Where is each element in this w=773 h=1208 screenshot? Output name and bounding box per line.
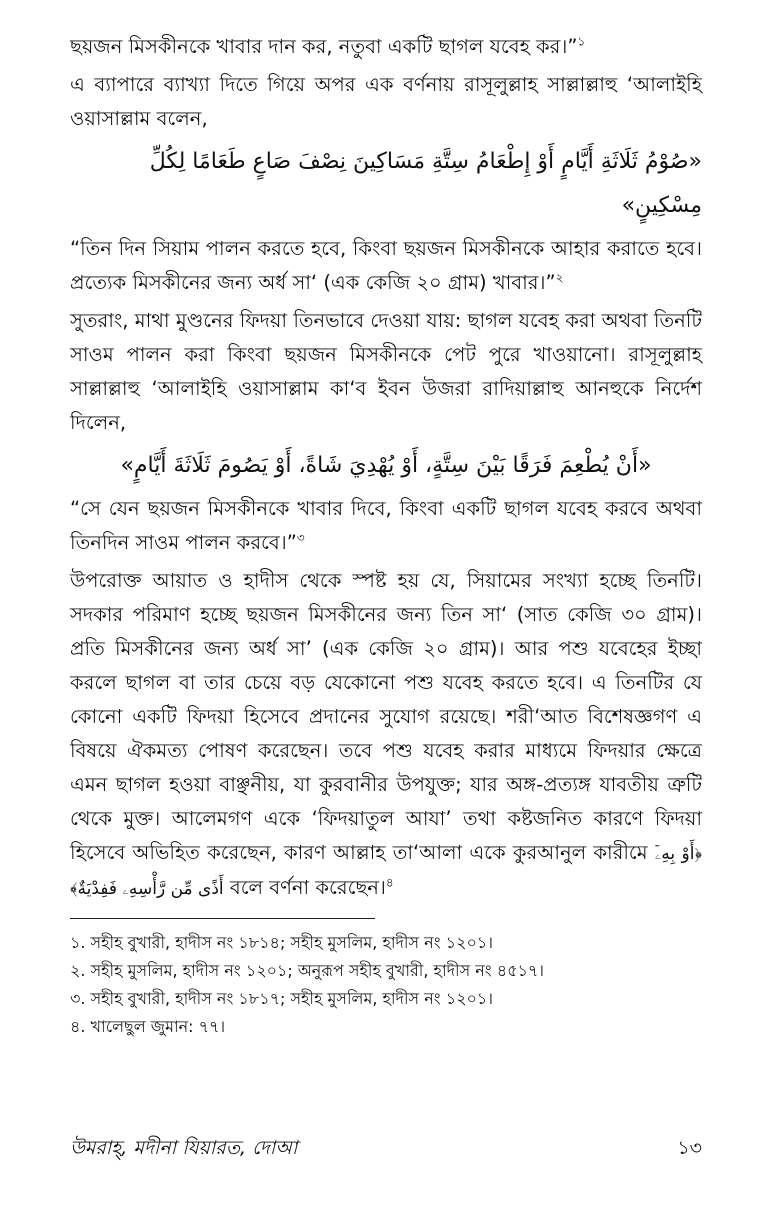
page-number: ১৩ bbox=[677, 1137, 702, 1159]
paragraph-6-text: উপরোক্ত আয়াত ও হাদীস থেকে স্পষ্ট হয় যে, সিয়ামের সংখ্যা হচ্ছে তিনটি। সদকার পরিমাণ হচ্ছে ছয়জন মিসকীনের জন্য তিন সা‘ (সাত কেজি ৩০ গ্রাম)। প্রতি মিসকীনের জন্য অর্ধ সা’ (এক কেজি ২০ গ্রাম)। আর পশু যবেহের ইচ্ছা করলে ছাগল বা তার চেয়ে বড় যেকোনো পশু যবেহ করতে হবে। এ তিনটির যে কোনো একটি ফিদয়া হিসেবে প্রদানের সুযোগ রয়েছে। শরী‘আত বিশেষজ্ঞগণ এ বিষয়ে ঐকমত্য পোষণ করেছেন। তবে পশু যবেহ করার মাধ্যমে ফিদয়ার ক্ষেত্রে এমন ছাগল হওয়া বাঞ্ছনীয়, যা কুরবানীর উপযুক্ত; যার অঙ্গ-প্রত্যঙ্গ যাবতীয় ত্রুটি থেকে মুক্ত। আলেমগণ একে ‘ফিদয়াতুল আযা’ তথা কষ্টজনিত কারণে ফিদয়া হিসেবে অভিহিত করেছেন, কারণ আল্লাহ তা‘আলা একে কুরআনুল কারীমে bbox=[70, 569, 702, 864]
book-title: উমরাহ্, মদীনা যিয়ারত, দোআ bbox=[70, 1137, 298, 1159]
footnotes bbox=[70, 929, 702, 1041]
paragraph-4: সুতরাং, মাথা মুণ্ডনের ফিদয়া তিনভাবে দেওয়া যায়: ছাগল যবেহ করা অথবা তিনটি সাওম পালন করা কিংবা ছয়জন মিসকীনকে পেট পুরে খাওয়ানো। রাসূলুল্লাহ সাল্লাল্লাহু ‘আলাইহি ওয়াসাল্লাম কা‘ব ইবন উজরা রাদিয়াল্লাহু আনহুকে নির্দেশ দিলেন, bbox=[70, 309, 702, 434]
paragraph-5 bbox=[70, 492, 702, 560]
footnote-3: ৩. সহীহ বুখারী, হাদীস নং ১৮১৭; সহীহ মুসলিম, হাদীস নং ১২০১। bbox=[70, 989, 494, 1008]
paragraph-1-text: ছয়জন মিসকীনকে খাবার দান কর, নতুবা একটি ছাগল যবেহ কর।” bbox=[70, 35, 578, 58]
paragraph-5-text: “সে যেন ছয়জন মিসকীনকে খাবার দিবে, কিংবা একটি ছাগল যবেহ করবে অথবা তিনদিন সাওম পালন করবে।” bbox=[70, 497, 702, 554]
footnote-divider bbox=[70, 918, 375, 919]
footnote-ref-2[interactable]: ২ bbox=[555, 270, 564, 285]
footnote-ref-1[interactable]: ১ bbox=[577, 34, 586, 49]
paragraph-6-end: বলে বর্ণনা করেছেন। bbox=[229, 876, 386, 899]
footnote-2: ২. সহীহ মুসলিম, হাদীস নং ১২০১; অনুরূপ সহীহ বুখারী, হাদীস নং ৪৫১৭। bbox=[70, 961, 545, 980]
footnote-1: ১. সহীহ বুখারী, হাদীস নং ১৮১৪; সহীহ মুসলিম, হাদীস নং ১২০১। bbox=[70, 933, 493, 952]
quran-verse-inline: ﴿أَوْ بِهِۦٓ أَذًى مِّن رَّأْسِهِۦ فَفِدْيَةٌ﴾ bbox=[70, 844, 702, 899]
footnote-ref-4[interactable]: ৪ bbox=[385, 875, 394, 890]
arabic-hadith-2: «أَنْ يُطْعِمَ فَرَقًا بَيْنَ سِتَّةٍ، أَوْ يُهْدِيَ شَاةً، أَوْ يَصُومَ ثَلَاثَةَ أَيَّامٍ» bbox=[120, 453, 652, 478]
paragraph-6 bbox=[70, 564, 702, 906]
paragraph-2: এ ব্যাপারে ব্যাখ্যা দিতে গিয়ে অপর এক বর্ণনায় রাসূলুল্লাহ সাল্লাল্লাহু ‘আলাইহি ওয়াসাল্লাম বলেন, bbox=[70, 73, 702, 130]
paragraph-3-text: “তিন দিন সিয়াম পালন করতে হবে, কিংবা ছয়জন মিসকীনকে আহার করাতে হবে। প্রত্যেক মিসকীনের জন্য অর্ধ সা‘ (এক কেজি ২০ গ্রাম) খাবার।” bbox=[70, 237, 702, 294]
footnote-4: ৪. খালেছুল জুমান: ৭৭। bbox=[70, 1017, 226, 1036]
page-body bbox=[70, 30, 702, 1041]
paragraph-1 bbox=[70, 30, 702, 64]
footnote-ref-3[interactable]: ৩ bbox=[296, 530, 305, 545]
arabic-hadith-1: «صُوْمُ ثَلَاثَةِ أَيَّامٍ أَوْ إِطْعَامُ سِتَّةِ مَسَاكِينَ نِصْفَ صَاعٍ طَعَامًا لِكُلِّ مِسْكِينٍ» bbox=[149, 149, 702, 218]
paragraph-3 bbox=[70, 232, 702, 300]
page-footer bbox=[70, 1134, 702, 1166]
